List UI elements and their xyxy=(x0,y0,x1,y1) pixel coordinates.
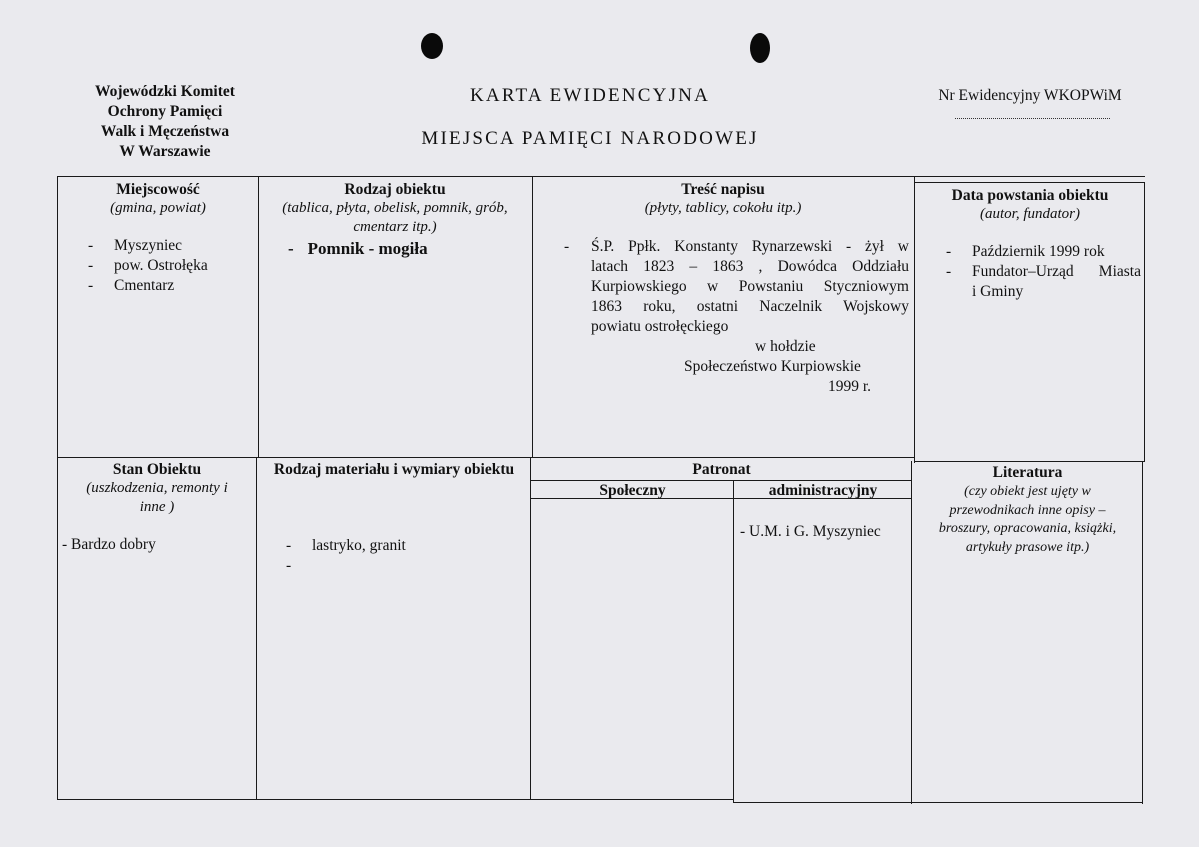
grid-line xyxy=(530,457,531,800)
subheader-administracyjny: administracyjny xyxy=(768,482,878,499)
punch-hole-right xyxy=(750,33,770,63)
org-line: Wojewódzki Komitet xyxy=(95,83,235,100)
column-header-tresc: Treść napisu xyxy=(681,181,765,198)
grid-line xyxy=(733,480,734,802)
grid-line xyxy=(57,176,58,800)
column-header-stan: Stan Obiektu xyxy=(112,461,202,478)
grid-line xyxy=(1144,182,1145,462)
cell-stan-obiektu xyxy=(60,460,254,555)
grid-line xyxy=(914,182,1145,183)
column-hint-stan: inne ) xyxy=(139,499,175,515)
grid-line xyxy=(914,461,1145,462)
list-item: - pow. Ostrołęka xyxy=(88,257,208,274)
list-item: - Październik 1999 rok xyxy=(946,243,1105,260)
grid-line xyxy=(1142,461,1143,804)
cell-data-powstania xyxy=(916,186,1144,302)
list-item: - Cmentarz xyxy=(88,277,175,294)
registry-number-label: Nr Ewidencyjny WKOPWiM xyxy=(938,87,1122,104)
registry-number-field xyxy=(955,108,1110,119)
column-header-patronat: Patronat xyxy=(692,461,751,478)
grid-line xyxy=(532,176,533,458)
cell-rodzaj-obiektu xyxy=(260,180,530,259)
cell-miejscowosc xyxy=(60,180,256,296)
location-list xyxy=(60,236,256,296)
column-hint-literatura: (czy obiekt jest ujęty w przewodnikach inne opisy – broszury, opracowania, książki, artykuły prasowe itp.) xyxy=(938,484,1117,555)
column-header-miejscowosc: Miejscowość xyxy=(116,181,200,198)
cell-patronat xyxy=(532,460,911,479)
card-title: KARTA EWIDENCYJNA xyxy=(469,85,711,106)
card-subtitle: MIEJSCA PAMIĘCI NARODOWEJ xyxy=(421,128,759,149)
grid-line xyxy=(57,457,915,458)
org-line: Walk i Męczeństwa xyxy=(100,123,230,140)
cell-literatura xyxy=(913,463,1142,557)
grid-line xyxy=(57,176,1145,177)
column-header-rodzaj: Rodzaj obiektu xyxy=(344,181,446,198)
column-hint-tresc: (płyty, tablicy, cokołu itp.) xyxy=(644,200,802,216)
list-item: - lastryko, granit xyxy=(286,537,406,554)
organization-name xyxy=(60,82,270,162)
column-hint-stan: (uszkodzenia, remonty i xyxy=(86,480,228,496)
column-header-material: Rodzaj materiału i wymiary obiektu xyxy=(273,461,515,478)
column-hint-rodzaj: (tablica, płyta, obelisk, pomnik, grób, xyxy=(282,200,508,216)
org-line: Ochrony Pamięci xyxy=(107,103,223,120)
column-hint-rodzaj: cmentarz itp.) xyxy=(353,219,437,235)
column-header-literatura: Literatura xyxy=(992,464,1063,481)
inscription-text: - Ś.P. Ppłk. Konstanty Rynarzewski - żył w latach 1823 – 1863 , Dowódca Oddziału Kurpiowskiego w Powstaniu Styczniowym 1863 roku, ostatni Naczelnik Wojskowy powiatu ostrołęckiego w hołdzie Społeczeństwo Kurpiowskie 1999 r. xyxy=(564,238,909,395)
org-line: W Warszawie xyxy=(119,143,211,160)
list-item: - Fundator–Urząd Miasta i Gminy xyxy=(946,263,1141,300)
cell-tresc-napisu xyxy=(534,180,912,397)
material-list: - lastryko, granit - xyxy=(258,536,530,556)
grid-line xyxy=(911,461,912,804)
grid-line xyxy=(256,457,257,800)
date-list xyxy=(916,242,1144,302)
grid-line xyxy=(57,799,733,800)
admin-patron-value: - U.M. i G. Myszyniec xyxy=(740,523,881,540)
grid-line xyxy=(733,802,1143,803)
column-hint-data: (autor, fundator) xyxy=(979,206,1080,222)
condition-value: - Bardzo dobry xyxy=(62,536,156,553)
object-type-value: - Pomnik - mogiła xyxy=(288,239,428,258)
cell-material xyxy=(258,460,530,574)
list-item: - Myszyniec xyxy=(88,237,183,254)
column-hint-miejscowosc: (gmina, powiat) xyxy=(110,200,206,216)
column-header-data: Data powstania obiektu xyxy=(951,187,1109,204)
subheader-spoleczny: Społeczny xyxy=(599,482,666,499)
grid-line xyxy=(914,176,915,463)
punch-hole-left xyxy=(421,33,443,59)
grid-line xyxy=(258,176,259,458)
